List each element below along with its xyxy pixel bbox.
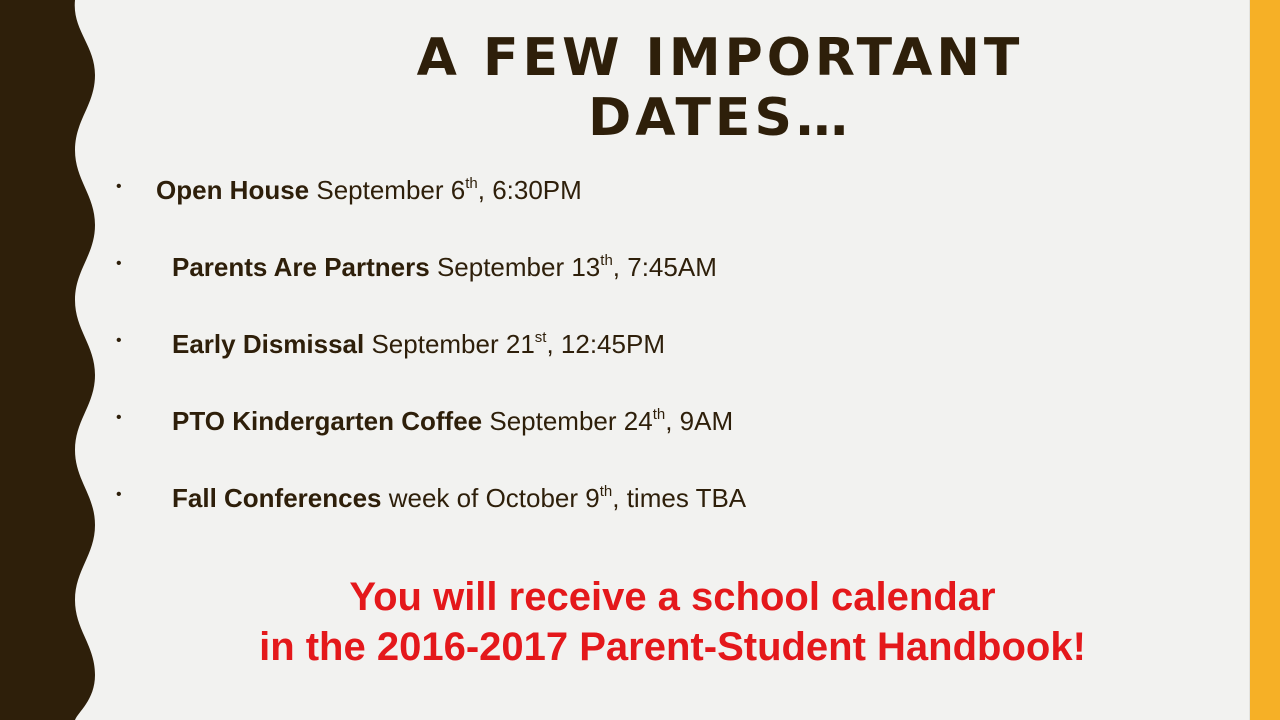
bullet-dot: • (116, 409, 122, 426)
calendar-notice (180, 572, 1165, 672)
date-suffix: th (652, 406, 666, 423)
date-suffix: th (600, 252, 613, 269)
event-time: , 6:30PM (477, 175, 582, 205)
event-date: September 6 (309, 175, 466, 205)
event-time: , 12:45PM (546, 329, 665, 359)
notice-line-1: You will receive a school calendar (349, 575, 996, 619)
date-suffix: st (534, 329, 547, 346)
bullet-dot: • (116, 178, 122, 195)
date-suffix: th (465, 175, 478, 192)
notice-line-2: in the 2016-2017 Parent-Student Handbook! (259, 625, 1086, 669)
slide-title (380, 28, 1060, 148)
event-time: , 9AM (665, 406, 734, 436)
event-name: Fall Conferences (172, 483, 382, 513)
event-time: , 7:45AM (612, 252, 717, 282)
event-date: September 24 (482, 406, 653, 436)
bullet-dot: • (116, 486, 122, 503)
event-name: Parents Are Partners (172, 252, 430, 282)
accent-bar (1250, 0, 1280, 720)
event-name: Early Dismissal (172, 329, 365, 359)
event-date: week of October 9 (381, 483, 600, 513)
event-name: Open House (156, 175, 310, 205)
bullet-dot: • (116, 255, 122, 272)
event-date: September 21 (364, 329, 535, 359)
wavy-left-border (0, 0, 100, 720)
event-time: , times TBA (612, 483, 747, 513)
date-suffix: th (599, 483, 613, 500)
bullet-dot: • (116, 332, 122, 349)
event-date: September 13 (429, 252, 601, 282)
event-name: PTO Kindergarten Coffee (172, 406, 483, 436)
title-line-2: DATES… (588, 88, 852, 148)
title-line-1: A FEW IMPORTANT (416, 28, 1024, 88)
